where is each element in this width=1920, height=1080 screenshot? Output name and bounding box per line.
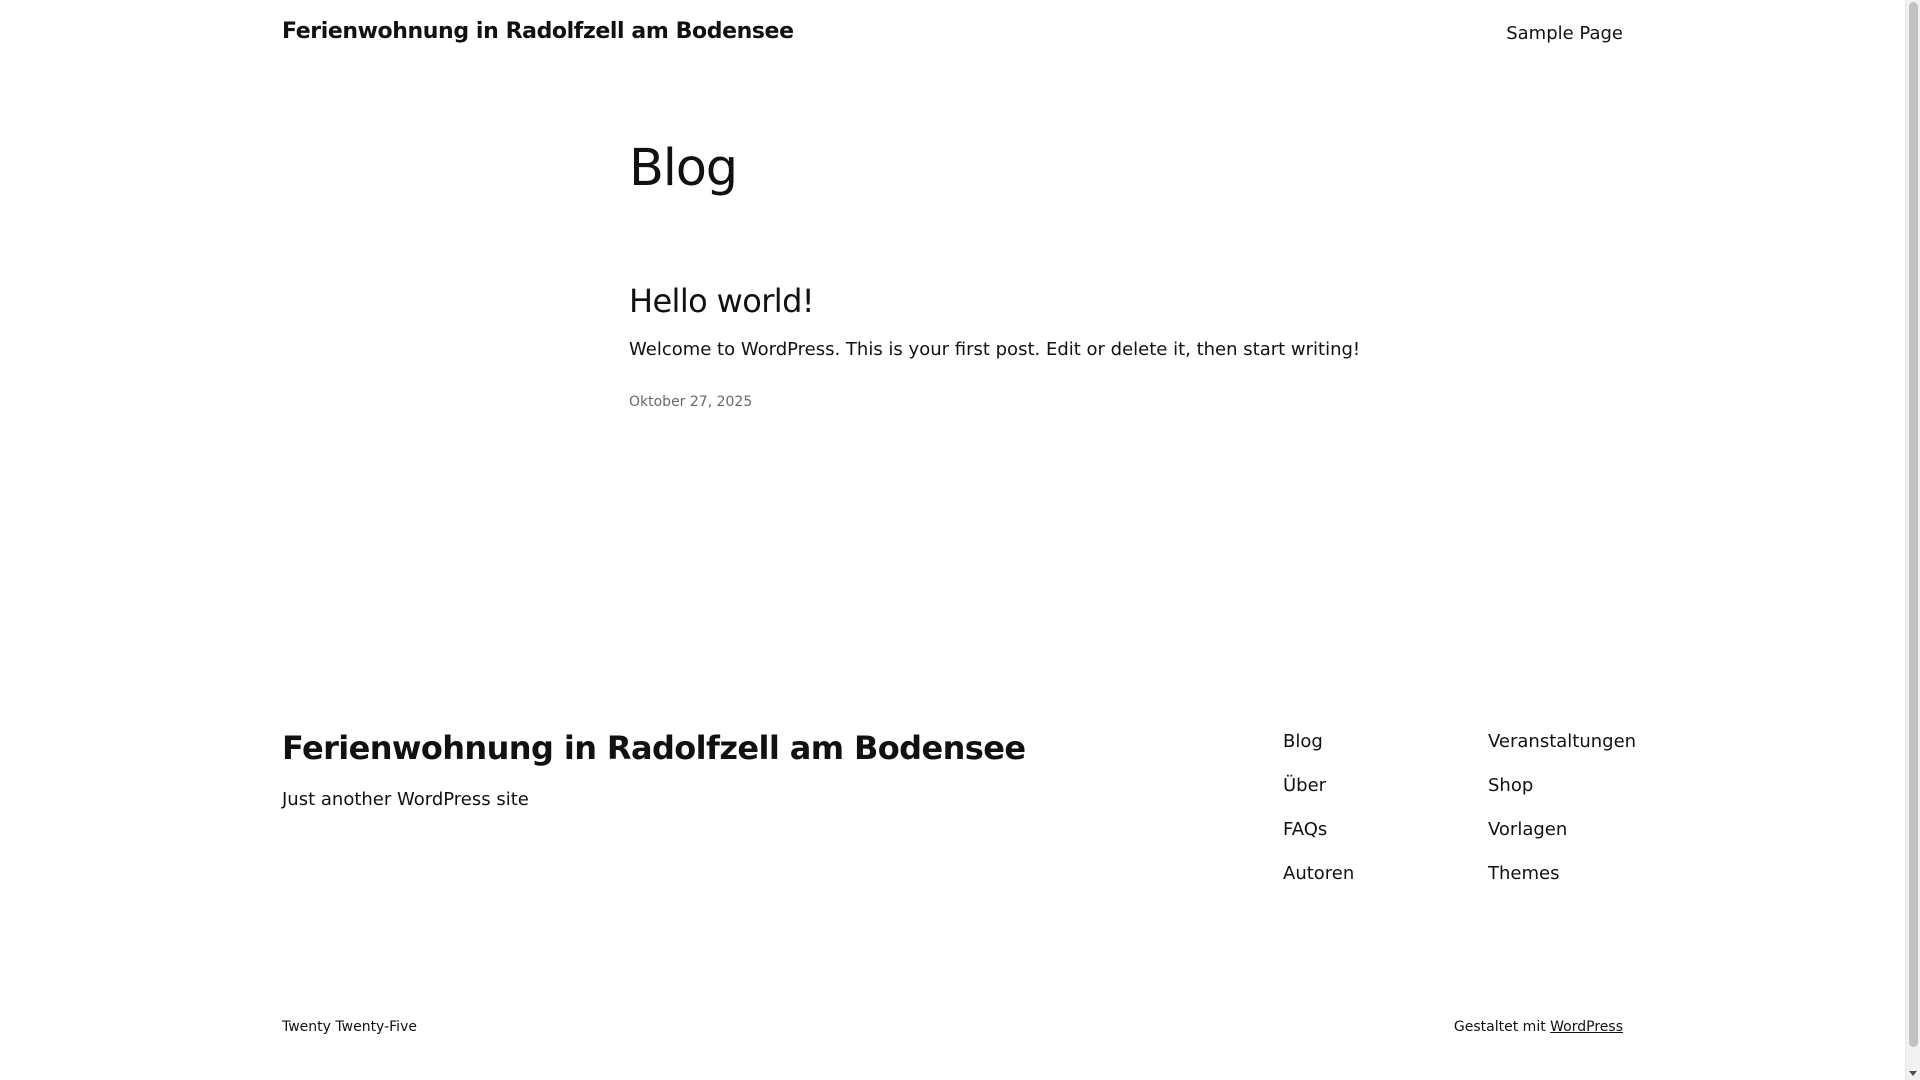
powered-by <box>1454 1019 1623 1035</box>
footer-link-veranstaltungen[interactable]: Veranstaltungen <box>1488 731 1637 752</box>
footer-link-blog[interactable]: Blog <box>1283 731 1323 752</box>
footer-link-themes[interactable]: Themes <box>1488 863 1560 884</box>
footer-link-uber[interactable]: Über <box>1283 775 1327 796</box>
footer-link-faqs[interactable]: FAQs <box>1283 819 1328 840</box>
footer-nav-item <box>1283 819 1354 863</box>
footer-tagline: Just another WordPress site <box>282 789 529 810</box>
footer-nav-column-1 <box>1283 731 1354 907</box>
scroll-down-arrow-icon[interactable] <box>1909 1071 1917 1076</box>
powered-by-prefix: Gestaltet mit <box>1453 1019 1546 1035</box>
wordpress-link[interactable]: WordPress <box>1550 1019 1623 1035</box>
footer-nav-item <box>1488 775 1636 819</box>
theme-credit-link[interactable]: Twenty Twenty-Five <box>282 1019 417 1035</box>
footer-nav-item <box>1488 819 1636 863</box>
vertical-scrollbar[interactable] <box>1905 0 1920 1080</box>
page-title: Blog <box>629 139 737 198</box>
footer-link-vorlagen[interactable]: Vorlagen <box>1488 819 1568 840</box>
footer-site-title-link[interactable]: Ferienwohnung in Radolfzell am Bodensee <box>282 729 1026 767</box>
footer-link-shop[interactable]: Shop <box>1488 775 1534 796</box>
footer-nav-column-2 <box>1488 731 1636 907</box>
post-excerpt: Welcome to WordPress. This is your first post. Edit or delete it, then start writing! <box>629 339 1361 360</box>
post-date[interactable]: Oktober 27, 2025 <box>629 394 753 410</box>
post-title-link[interactable]: Hello world! <box>629 282 815 320</box>
footer-nav-item <box>1283 775 1354 819</box>
footer-nav-item <box>1488 863 1636 907</box>
footer-nav-item <box>1283 863 1354 907</box>
nav-link-sample-page[interactable]: Sample Page <box>1506 23 1623 44</box>
site-title-link[interactable]: Ferienwohnung in Radolfzell am Bodensee <box>282 19 794 44</box>
footer-nav-item <box>1488 731 1636 775</box>
footer-nav-item <box>1283 731 1354 775</box>
scrollbar-thumb[interactable] <box>1909 2 1918 1047</box>
footer-link-autoren[interactable]: Autoren <box>1283 863 1355 884</box>
